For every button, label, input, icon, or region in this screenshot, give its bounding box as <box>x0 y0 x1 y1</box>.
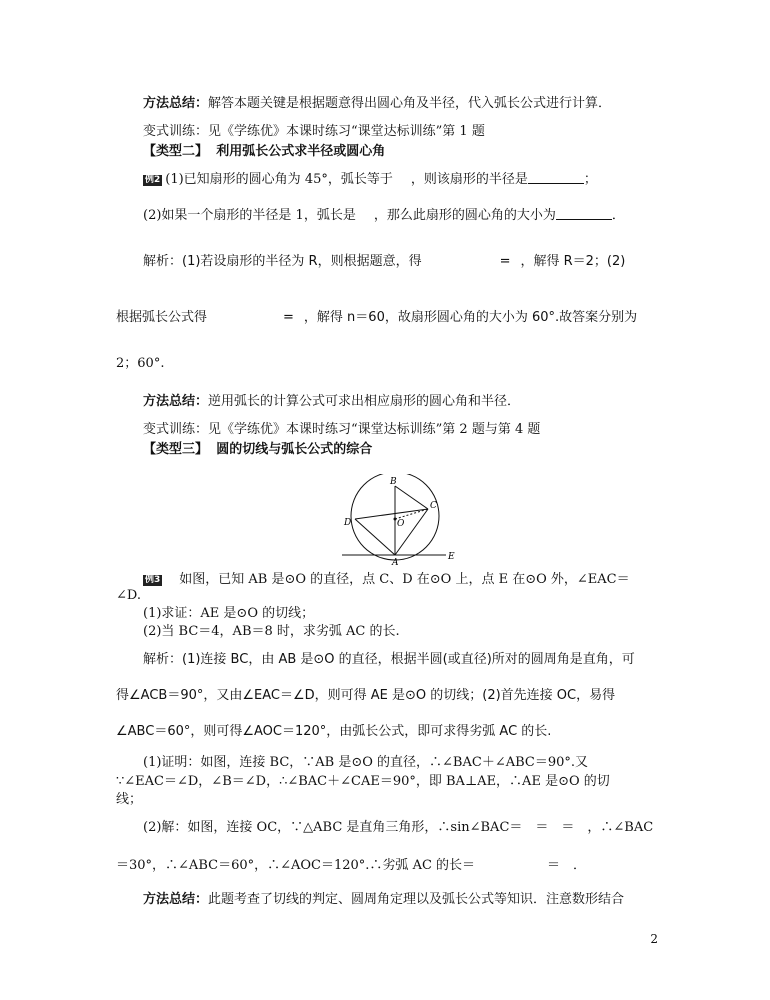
example3-line3: (1)求证：AE 是⊙O 的切线； <box>143 606 315 621</box>
proof-l5-a: ＝30°，∴∠ABC＝60°，∴∠AOC＝120°.∴劣弧 AC 的长＝ <box>116 858 476 873</box>
solution2-line2 <box>116 310 637 326</box>
type2-heading <box>143 144 385 160</box>
example2-q2-end: ． <box>611 208 625 223</box>
example3-line1 <box>143 572 630 588</box>
segment-ca <box>395 509 428 555</box>
label-c: C <box>430 501 437 511</box>
segment-oc <box>395 509 428 519</box>
variant-training-2: 变式训练：见《学练优》本课时练习“课堂达标训练”第 2 题与第 4 题 <box>143 422 541 437</box>
label-a: A <box>392 558 399 568</box>
page-number: 2 <box>650 932 658 946</box>
solution2-l1-b: ，解得 R＝2；(2) <box>520 254 626 269</box>
type3-title: 圆的切线与弧长公式的综合 <box>216 442 373 457</box>
example2-q1-end: ； <box>583 172 597 187</box>
example2-q2-text-a: (2)如果一个扇形的半径是 1，弧长是 <box>143 208 356 223</box>
example2-q1-text-a: (1)已知扇形的圆心角为 45°，弧长等于 <box>165 172 393 187</box>
example2-q2 <box>143 208 625 224</box>
example3-text: 如图，已知 AB 是⊙O 的直径，点 C、D 在⊙O 上，点 E 在⊙O 外，∠EAC＝ <box>179 572 630 587</box>
solution2-line3: 2；60°. <box>116 356 165 371</box>
segment-da <box>355 519 395 555</box>
solution2-l2-eq: = <box>283 310 294 325</box>
type3-bracket: 【类型三】 <box>143 442 209 457</box>
answer-blank <box>556 209 612 220</box>
proof-l5-b: ＝ ． <box>547 858 587 873</box>
proof-line5 <box>116 858 586 874</box>
proof-line2: ∵∠EAC＝∠D，∠B＝∠D，∴∠BAC＋∠CAE＝90°，即 BA⊥AE，∴AE 是⊙O 的切 <box>116 774 610 789</box>
type3-heading <box>143 442 372 458</box>
label-b: B <box>390 477 397 487</box>
solution2-l2-a: 根据弧长公式得 <box>116 310 208 325</box>
solution2-l1-eq: = <box>499 254 511 269</box>
method-summary-3 <box>143 892 624 908</box>
solution3-line2: 得∠ACB＝90°，又由∠EAC＝∠D，则可得 AE 是⊙O 的切线；(2)首先连接 OC，易得 <box>116 688 616 703</box>
solution3-line1: 解析：(1)连接 BC，由 AB 是⊙O 的直径，根据半圆(或直径)所对的圆周角是直角，可 <box>143 652 635 667</box>
label-d: D <box>344 518 352 528</box>
example2-q2-text-b: ，那么此扇形的圆心角的大小为 <box>373 208 556 223</box>
solution2-l2-b: ，解得 n＝60，故扇形圆心角的大小为 60°.故答案分别为 <box>303 310 638 325</box>
proof-line1: (1)证明：如图，连接 BC，∵AB 是⊙O 的直径，∴∠BAC＋∠ABC＝90°.又 <box>143 755 589 770</box>
circle-tangent-figure <box>340 474 470 570</box>
method-summary-label: 方法总结： <box>143 892 209 907</box>
method-summary-1 <box>143 96 611 112</box>
proof-line3: 线； <box>116 792 143 807</box>
variant-training-1: 变式训练：见《学练优》本课时练习“课堂达标训练”第 1 题 <box>143 124 485 139</box>
solution2-line1 <box>143 254 625 270</box>
type2-title: 利用弧长公式求半径或圆心角 <box>216 144 386 159</box>
example2-q1-text-b: ，则该扇形的半径是 <box>410 172 528 187</box>
method-summary-text: 解答本题关键是根据题意得出圆心角及半径，代入弧长公式进行计算． <box>208 96 612 111</box>
segment-dc <box>355 509 428 519</box>
example3-line4: (2)当 BC＝4，AB＝8 时，求劣弧 AC 的长. <box>143 624 400 639</box>
segment-bc <box>395 486 428 509</box>
type2-bracket: 【类型二】 <box>143 144 209 159</box>
example2-tag: 例2 <box>145 175 161 185</box>
label-e: E <box>448 552 455 562</box>
solution2-l1-a: 解析：(1)若设扇形的半径为 R，则根据题意，得 <box>143 254 422 269</box>
example2-q1 <box>143 172 597 188</box>
method-summary-2 <box>143 394 520 410</box>
example3-line2: ∠D. <box>116 588 141 603</box>
example3-tag: 例3 <box>145 575 161 585</box>
solution3-line3: ∠ABC＝60°，则可得∠AOC＝120°，由弧长公式，即可求得劣弧 AC 的长. <box>116 724 552 739</box>
answer-blank <box>528 173 584 184</box>
label-o: O <box>397 519 405 529</box>
method-summary-text: 此题考查了切线的判定、圆周角定理以及弧长公式等知识．注意数形结合 <box>208 892 625 907</box>
method-summary-label: 方法总结： <box>143 394 209 409</box>
method-summary-text: 逆用弧长的计算公式可求出相应扇形的圆心角和半径． <box>208 394 521 409</box>
method-summary-label: 方法总结： <box>143 96 209 111</box>
proof-line4: (2)解：如图，连接 OC，∵△ABC 是直角三角形，∴sin∠BAC＝ ＝ ＝ ，∴∠BAC <box>143 820 654 835</box>
